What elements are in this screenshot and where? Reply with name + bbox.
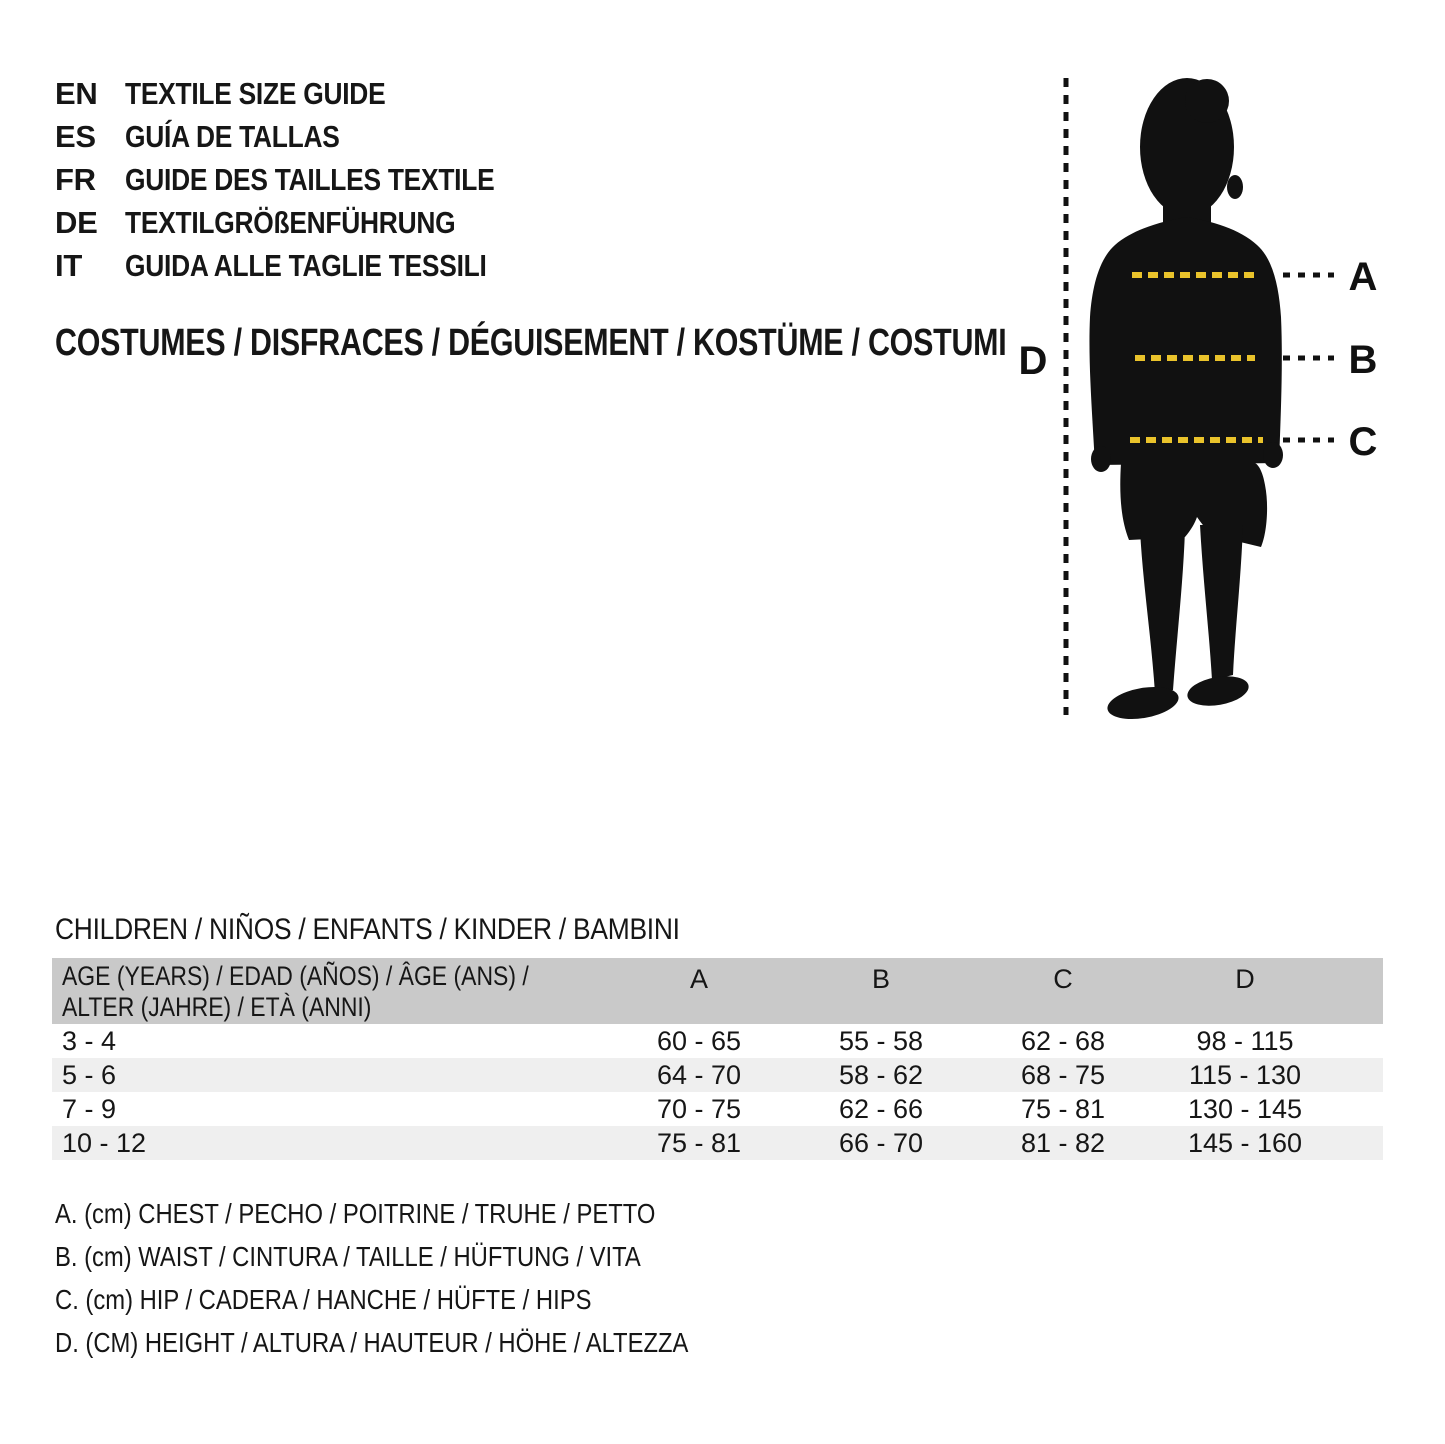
lang-title: TEXTILGRÖßENFÜHRUNG	[125, 204, 456, 240]
lang-code: ES	[55, 118, 96, 154]
hip-cell: 75 - 81	[1020, 1094, 1106, 1124]
height-cell: 130 - 145	[1187, 1094, 1303, 1124]
height-cell: 98 - 115	[1196, 1026, 1294, 1056]
chest-cell: 64 - 70	[656, 1060, 742, 1090]
legend-height: D. (CM) HEIGHT / ALTURA / HAUTEUR / HÖHE / ALTEZZA	[55, 1327, 689, 1358]
age-cell: 10 - 12	[62, 1128, 147, 1158]
lang-title: GUIDA ALLE TAGLIE TESSILI	[125, 247, 487, 283]
lang-row-it	[55, 244, 560, 287]
lang-row-en	[55, 72, 560, 115]
hip-cell: 81 - 82	[1020, 1128, 1106, 1158]
waist-cell: 55 - 58	[838, 1026, 924, 1056]
waist-cell: 62 - 66	[838, 1094, 924, 1124]
waist-cell: 66 - 70	[838, 1128, 924, 1158]
height-cell: 145 - 160	[1187, 1128, 1303, 1158]
lang-code: FR	[55, 161, 96, 197]
column-header-d: D	[1235, 964, 1255, 994]
legend-chest: A. (cm) CHEST / PECHO / POITRINE / TRUHE / PETTO	[55, 1198, 656, 1229]
measurement-legend	[55, 1192, 800, 1364]
age-column-header: AGE (YEARS) / EDAD (AÑOS) / ÂGE (ANS) / ALTER (JAHRE) / ETÀ (ANNI)	[62, 961, 529, 1022]
lang-row-de	[55, 201, 560, 244]
chest-cell: 70 - 75	[656, 1094, 742, 1124]
legend-waist: B. (cm) WAIST / CINTURA / TAILLE / HÜFTUNG / VITA	[55, 1241, 641, 1272]
hip-cell: 68 - 75	[1020, 1060, 1106, 1090]
table-row	[52, 1126, 1383, 1160]
age-cell: 7 - 9	[62, 1094, 117, 1124]
hip-cell: 62 - 68	[1020, 1026, 1106, 1056]
column-header-b: B	[871, 964, 890, 994]
lang-code: EN	[55, 75, 98, 111]
hip-label: C	[1348, 420, 1378, 464]
language-title-list	[55, 72, 560, 287]
chest-label: A	[1348, 255, 1378, 299]
chest-cell: 60 - 65	[656, 1026, 742, 1056]
lang-row-es	[55, 115, 560, 158]
category-heading: COSTUMES / DISFRACES / DÉGUISEMENT / KOSTÜME / COSTUMI	[55, 322, 1007, 364]
measurement-diagram	[1000, 60, 1445, 730]
chest-cell: 75 - 81	[656, 1128, 742, 1158]
age-cell: 3 - 4	[62, 1026, 117, 1056]
size-table	[52, 958, 1383, 1160]
table-row	[52, 1092, 1383, 1126]
waist-label: B	[1348, 338, 1378, 382]
age-cell: 5 - 6	[62, 1060, 117, 1090]
column-header-a: A	[689, 964, 708, 994]
column-header-c: C	[1053, 964, 1073, 994]
lang-title: GUIDE DES TAILLES TEXTILE	[125, 161, 495, 197]
height-cell: 115 - 130	[1188, 1060, 1302, 1090]
legend-hip: C. (cm) HIP / CADERA / HANCHE / HÜFTE / HIPS	[55, 1284, 592, 1315]
table-row	[52, 1024, 1383, 1058]
lang-code: IT	[55, 247, 82, 283]
child-silhouette-icon	[1089, 78, 1283, 724]
table-row	[52, 1058, 1383, 1092]
lang-code: DE	[55, 204, 98, 240]
lang-row-fr	[55, 158, 560, 201]
lang-title: TEXTILE SIZE GUIDE	[125, 75, 386, 111]
table-section-heading: CHILDREN / NIÑOS / ENFANTS / KINDER / BAMBINI	[55, 913, 680, 946]
waist-cell: 58 - 62	[838, 1060, 924, 1090]
height-label: D	[1018, 339, 1048, 383]
lang-title: GUÍA DE TALLAS	[125, 118, 340, 154]
table-header-row	[52, 958, 1383, 1024]
